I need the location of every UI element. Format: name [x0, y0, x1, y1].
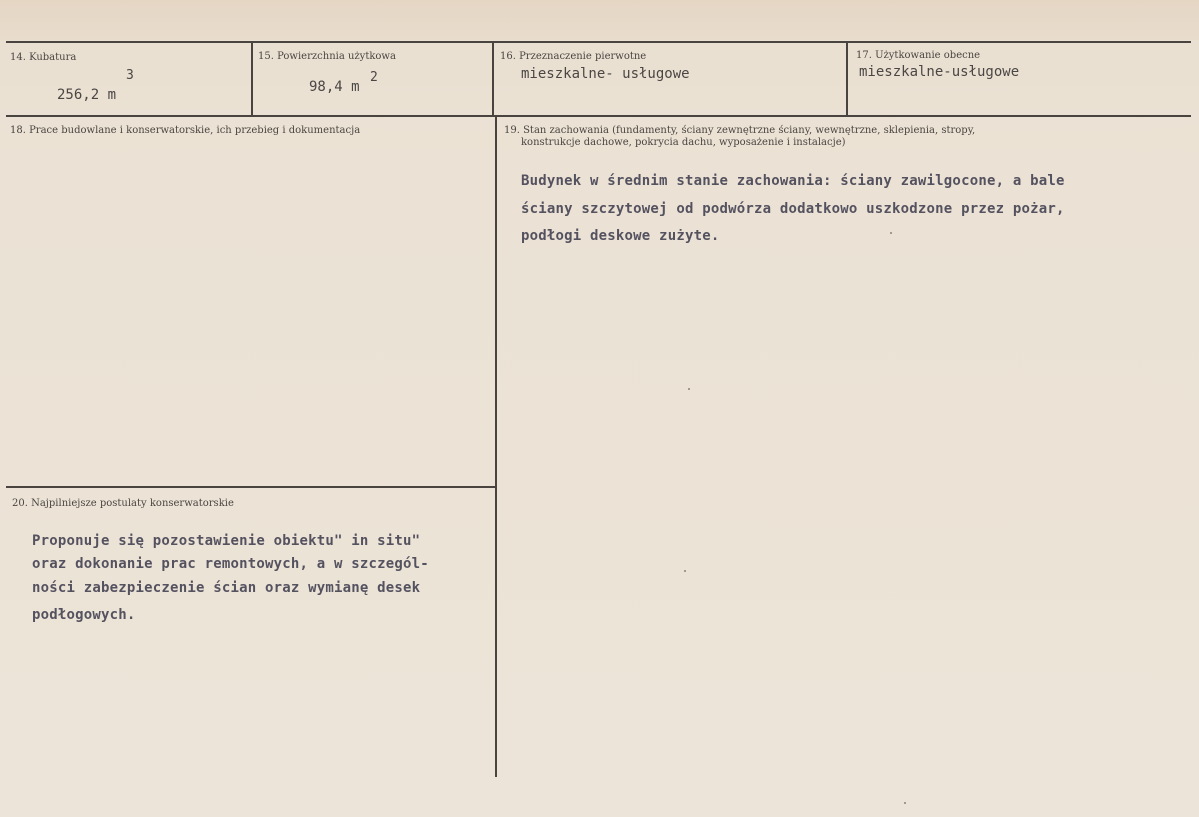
field-14-label: 14. Kubatura [10, 52, 77, 63]
field-19-text-line-2: ściany szczytowej od podwórza dodatkowo uszkodzone przez pożar, [521, 201, 1065, 217]
divider-15-16 [492, 41, 494, 116]
field-15-value: 98,4 m [309, 79, 360, 95]
field-16-label: 16. Przeznaczenie pierwotne [500, 51, 647, 62]
field-17-value: mieszkalne-usługowe [859, 64, 1020, 80]
field-19-label-line-2: konstrukcje dachowe, pokrycia dachu, wyposażenie i instalacje) [521, 137, 846, 148]
field-19-label-line-1: 19. Stan zachowania (fundamenty, ściany zewnętrzne ściany, wewnętrzne, sklepienia, stropy, [504, 125, 976, 136]
divider-left-right [495, 116, 497, 777]
divider-14-15 [251, 41, 253, 116]
field18-bottom-rule [6, 486, 496, 488]
field-20-text-line-1: Proponuje się pozostawienie obiektu" in situ" [32, 533, 421, 549]
field-19-text-line-3: podłogi deskowe zużyte. [521, 228, 720, 244]
field-19-text-line-1: Budynek w średnim stanie zachowania: ściany zawilgocone, a bale [521, 173, 1065, 189]
field-16-value: mieszkalne- usługowe [521, 66, 690, 82]
field-14-superscript: 3 [126, 68, 134, 83]
field-20-text-line-3: ności zabezpieczenie ścian oraz wymianę desek [32, 580, 421, 596]
field-20-label: 20. Najpilniejsze postulaty konserwatorskie [12, 498, 234, 509]
field-18-label: 18. Prace budowlane i konserwatorskie, ich przebieg i dokumentacja [10, 125, 361, 136]
paper-speck [684, 570, 686, 572]
field-20-text-line-4: podłogowych. [32, 607, 136, 623]
paper-speck [688, 388, 690, 390]
field-15-label: 15. Powierzchnia użytkowa [258, 51, 396, 62]
field-14-value: 256,2 m [57, 87, 117, 103]
row1-bottom-rule [6, 115, 1191, 117]
paper-speck [890, 232, 892, 234]
paper-speck [904, 802, 906, 804]
card-top-edge [0, 0, 1199, 40]
field-15-superscript: 2 [370, 70, 378, 85]
field-17-label: 17. Użytkowanie obecne [856, 50, 981, 61]
field-20-text-line-2: oraz dokonanie prac remontowych, a w szczegól- [32, 556, 429, 572]
top-rule [6, 41, 1191, 43]
divider-16-17 [846, 41, 848, 116]
